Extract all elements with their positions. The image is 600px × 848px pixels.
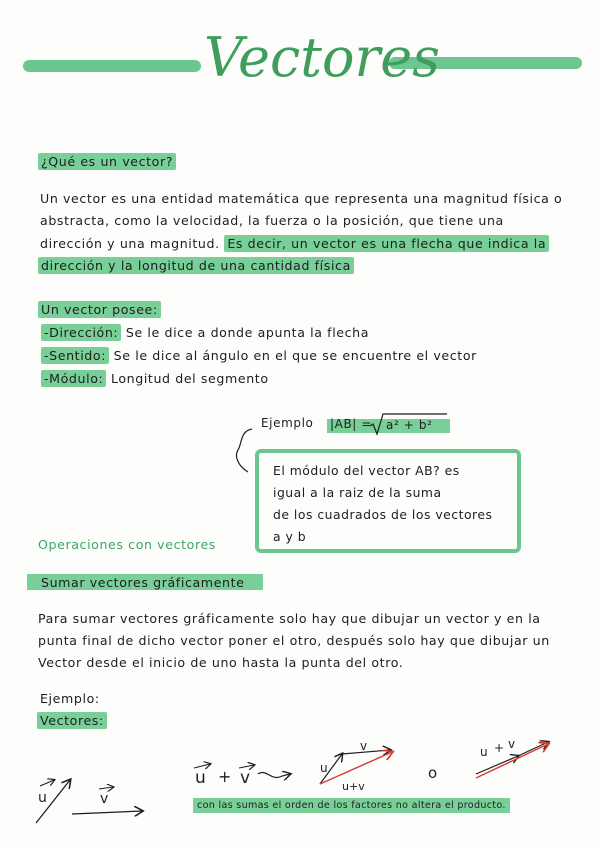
comp2-u-label: u — [480, 745, 488, 759]
comp2-u-arrow — [518, 742, 548, 756]
formula-lhs: |AB| = — [330, 417, 372, 431]
definition-line-3a: dirección y una magnitud. — [40, 236, 220, 251]
comp1-sum-label: u+v — [342, 780, 365, 793]
operations-heading: Operaciones con vectores — [38, 537, 216, 552]
sumar-line-3: Vector desde el inicio de uno hasta la punta del otro. — [38, 655, 404, 670]
definition-line-3b: Es decir, un vector es una flecha que indica la — [224, 235, 549, 252]
vector-v-arrow — [72, 811, 142, 814]
sum-v-label: v — [240, 768, 251, 788]
definition-line-2: abstracta, como la velocidad, la fuerza o la posición, que tiene una — [40, 213, 504, 228]
svg-text:Vectores: Vectores — [204, 26, 440, 89]
posee-heading: Un vector posee: — [38, 302, 161, 317]
definition-line-3 — [40, 236, 549, 251]
brace-icon — [232, 426, 256, 476]
formula-rhs: a² + b² — [386, 418, 433, 432]
posee-item-sentido: -Sentido: Se le dice al ángulo en el que se encuentre el vector — [41, 348, 477, 363]
comp2-plus: + — [494, 741, 505, 755]
or-label: o — [428, 764, 438, 782]
squiggle-arrow-icon — [258, 772, 290, 777]
box-line-3: de los cuadrados de los vectores — [273, 507, 493, 522]
vector-v-label-arrow — [99, 787, 113, 789]
vector-v-label: v — [100, 791, 109, 807]
sum-u-label: u — [195, 768, 206, 788]
comp2-v-label: v — [508, 737, 516, 751]
example-box — [255, 449, 521, 553]
title-bar-left — [23, 60, 201, 72]
sumar-line-2: punta final de dicho vector poner el otro, después solo hay que dibujar un — [38, 633, 550, 648]
comp1-u-label: u — [320, 761, 328, 775]
ejemplo2-label: Ejemplo: — [40, 691, 100, 706]
comp1-v-label: v — [360, 739, 368, 753]
question-heading: ¿Qué es un vector? — [38, 154, 176, 169]
sumar-heading: Sumar vectores gráficamente — [41, 575, 245, 590]
sumar-line-1: Para sumar vectores gráficamente solo hay que dibujar un vector y en la — [38, 611, 541, 626]
page-title — [200, 8, 440, 89]
posee-item-direccion: -Dirección: Se le dice a donde apunta la flecha — [41, 325, 369, 340]
ejemplo-label: Ejemplo — [261, 416, 314, 430]
sum-note: con las sumas el orden de los factores no altera el producto. — [193, 798, 510, 813]
vector-u-label-arrow — [40, 780, 54, 786]
box-line-1: El módulo del vector AB? es — [273, 463, 460, 478]
box-line-2: igual a la raiz de la suma — [273, 485, 442, 500]
sum-plus: + — [218, 767, 232, 786]
vector-u-label: u — [38, 790, 47, 806]
definition-line-4: dirección y la longitud de una cantidad física — [38, 258, 354, 273]
definition-line-1: Un vector es una entidad matemática que representa una magnitud física o — [40, 191, 563, 206]
vectores-label: Vectores: — [37, 713, 107, 728]
posee-item-modulo: -Módulo: Longitud del segmento — [41, 371, 269, 386]
box-line-4: a y b — [273, 529, 307, 544]
vector-sketch — [20, 728, 580, 828]
